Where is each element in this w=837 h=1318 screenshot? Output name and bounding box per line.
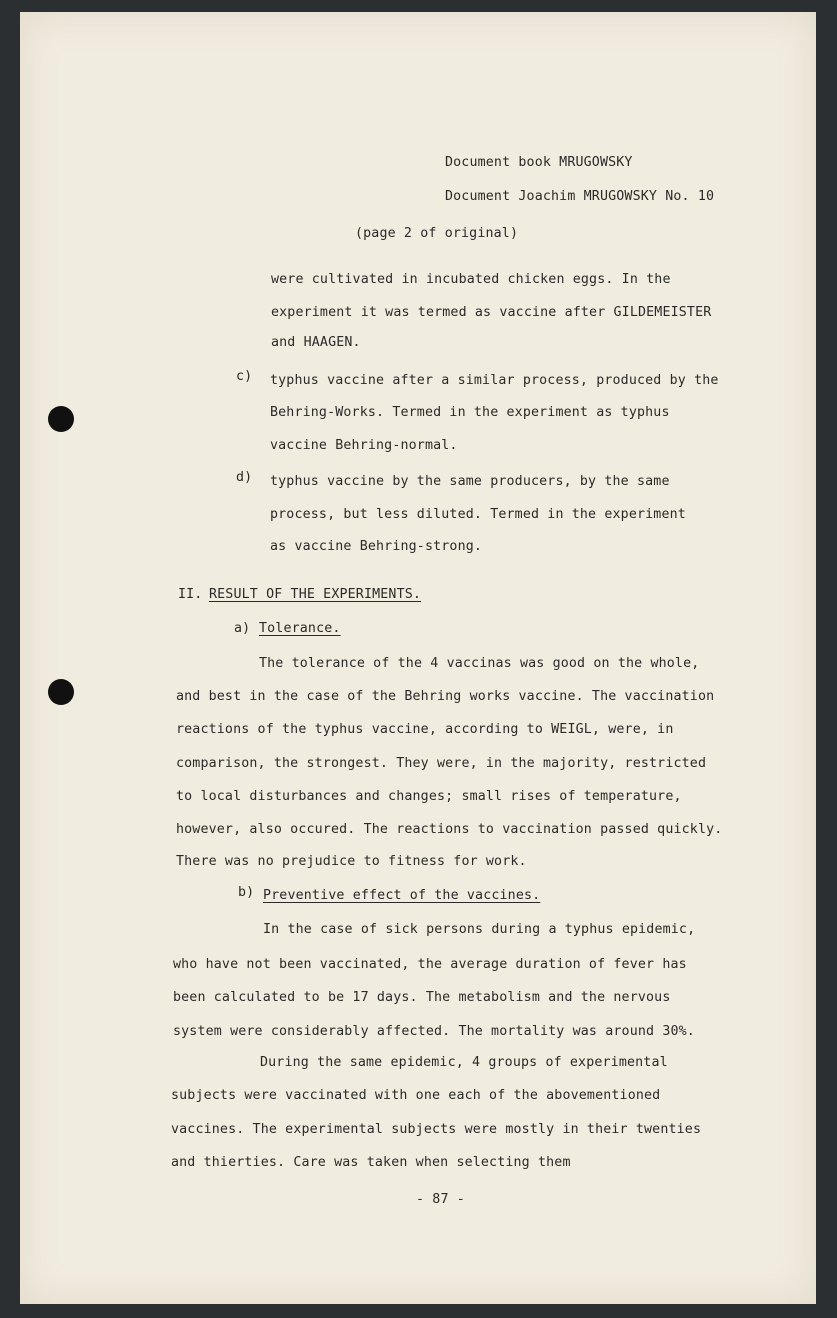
subsection-marker-a: a) [234,621,251,636]
page-number: - 87 - [416,1192,465,1207]
section-title: RESULT OF THE EXPERIMENTS. [209,587,422,602]
text-line: been calculated to be 17 days. The metabolism and the nervous [173,990,671,1005]
text-line: and best in the case of the Behring works vaccine. The vaccination [176,689,715,704]
text-line: typhus vaccine by the same producers, by the same [270,474,670,489]
text-line: There was no prejudice to fitness for work. [176,854,527,869]
text-line: typhus vaccine after a similar process, produced by the [270,373,719,388]
text-line: During the same epidemic, 4 groups of experimental [260,1055,668,1070]
text-line: who have not been vaccinated, the average duration of fever has [173,957,687,972]
text-line: to local disturbances and changes; small rises of temperature, [176,789,682,804]
text-line: process, but less diluted. Termed in the experiment [270,507,686,522]
text-line: and thierties. Care was taken when selecting them [171,1155,571,1170]
section-number: II. [178,587,203,602]
list-marker-d: d) [236,470,253,485]
text-line: reactions of the typhus vaccine, according to WEIGL, were, in [176,722,674,737]
punch-hole-top [48,406,74,432]
document-book-label: Document book MRUGOWSKY [445,155,633,170]
text-line: subjects were vaccinated with one each of the abovementioned [171,1088,661,1103]
text-line: were cultivated in incubated chicken eggs. In the [271,272,671,287]
text-line: and HAAGEN. [271,335,361,350]
subsection-title-preventive: Preventive effect of the vaccines. [263,888,541,903]
text-line: system were considerably affected. The mortality was around 30%. [173,1024,695,1039]
text-line: comparison, the strongest. They were, in the majority, restricted [176,756,707,771]
list-marker-c: c) [236,369,253,384]
subsection-marker-b: b) [238,885,255,900]
punch-hole-bottom [48,679,74,705]
text-line: experiment it was termed as vaccine after GILDEMEISTER [271,305,712,320]
text-line: vaccines. The experimental subjects were mostly in their twenties [171,1122,702,1137]
document-page [20,12,816,1304]
text-line: as vaccine Behring-strong. [270,539,483,554]
subsection-title-tolerance: Tolerance. [259,621,341,636]
text-line: however, also occured. The reactions to vaccination passed quickly. [176,822,723,837]
text-line: The tolerance of the 4 vaccinas was good on the whole, [259,656,700,671]
page-reference: (page 2 of original) [355,226,519,241]
document-number-label: Document Joachim MRUGOWSKY No. 10 [445,189,715,204]
text-line: vaccine Behring-normal. [270,438,458,453]
text-line: Behring-Works. Termed in the experiment as typhus [270,405,670,420]
text-line: In the case of sick persons during a typhus epidemic, [263,922,696,937]
